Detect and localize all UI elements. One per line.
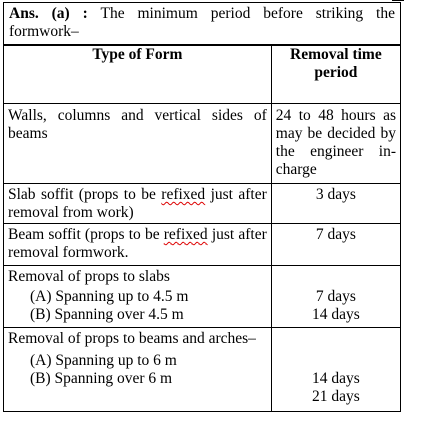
table-header-row — [4, 46, 401, 104]
table-row — [4, 224, 401, 266]
table-row — [4, 104, 401, 184]
row-heading: Removal of props to beams and arches– — [8, 330, 256, 347]
sub-item: (A) Spanning up to 6 m — [30, 352, 177, 369]
answer-label: Ans. (a) : — [9, 5, 88, 22]
sub-item: (B) Spanning over 4.5 m — [30, 306, 184, 323]
answer-document — [3, 2, 401, 412]
row-time: 7 days — [271, 224, 400, 266]
row-type — [4, 266, 272, 328]
row-heading: Removal of props to slabs — [8, 268, 170, 285]
row-type — [4, 328, 272, 412]
row-type: Slab soffit (props to be refixed just after removal from work) — [4, 184, 272, 224]
formwork-removal-table — [3, 45, 401, 412]
answer-box — [3, 2, 401, 45]
spellcheck-flagged-word: refixed — [161, 186, 206, 203]
row-time — [271, 328, 400, 412]
row-time — [271, 266, 400, 328]
table-row — [4, 266, 401, 328]
table-row — [4, 328, 401, 412]
sub-item: (A) Spanning up to 4.5 m — [30, 288, 189, 305]
spellcheck-flagged-word: refixed — [163, 226, 208, 243]
sub-item: (B) Spanning over 6 m — [30, 370, 173, 387]
sub-time: 14 days — [311, 306, 360, 323]
header-removal-time: Removal time period — [271, 46, 400, 104]
header-type-of-form: Type of Form — [4, 46, 272, 104]
row-type: Walls, columns and vertical sides of beams — [4, 104, 272, 184]
answer-text: The minimum period before striking the formwork– — [9, 5, 395, 40]
table-row — [4, 184, 401, 224]
sub-time: 21 days — [311, 388, 360, 405]
sub-time: 7 days — [315, 288, 356, 305]
row-time: 24 to 48 hours as may be decided by the engineer in-charge — [271, 104, 400, 184]
row-time: 3 days — [271, 184, 400, 224]
row-type: Beam soffit (props to be refixed just after removal formwork. — [4, 224, 272, 266]
sub-time: 14 days — [311, 370, 360, 387]
